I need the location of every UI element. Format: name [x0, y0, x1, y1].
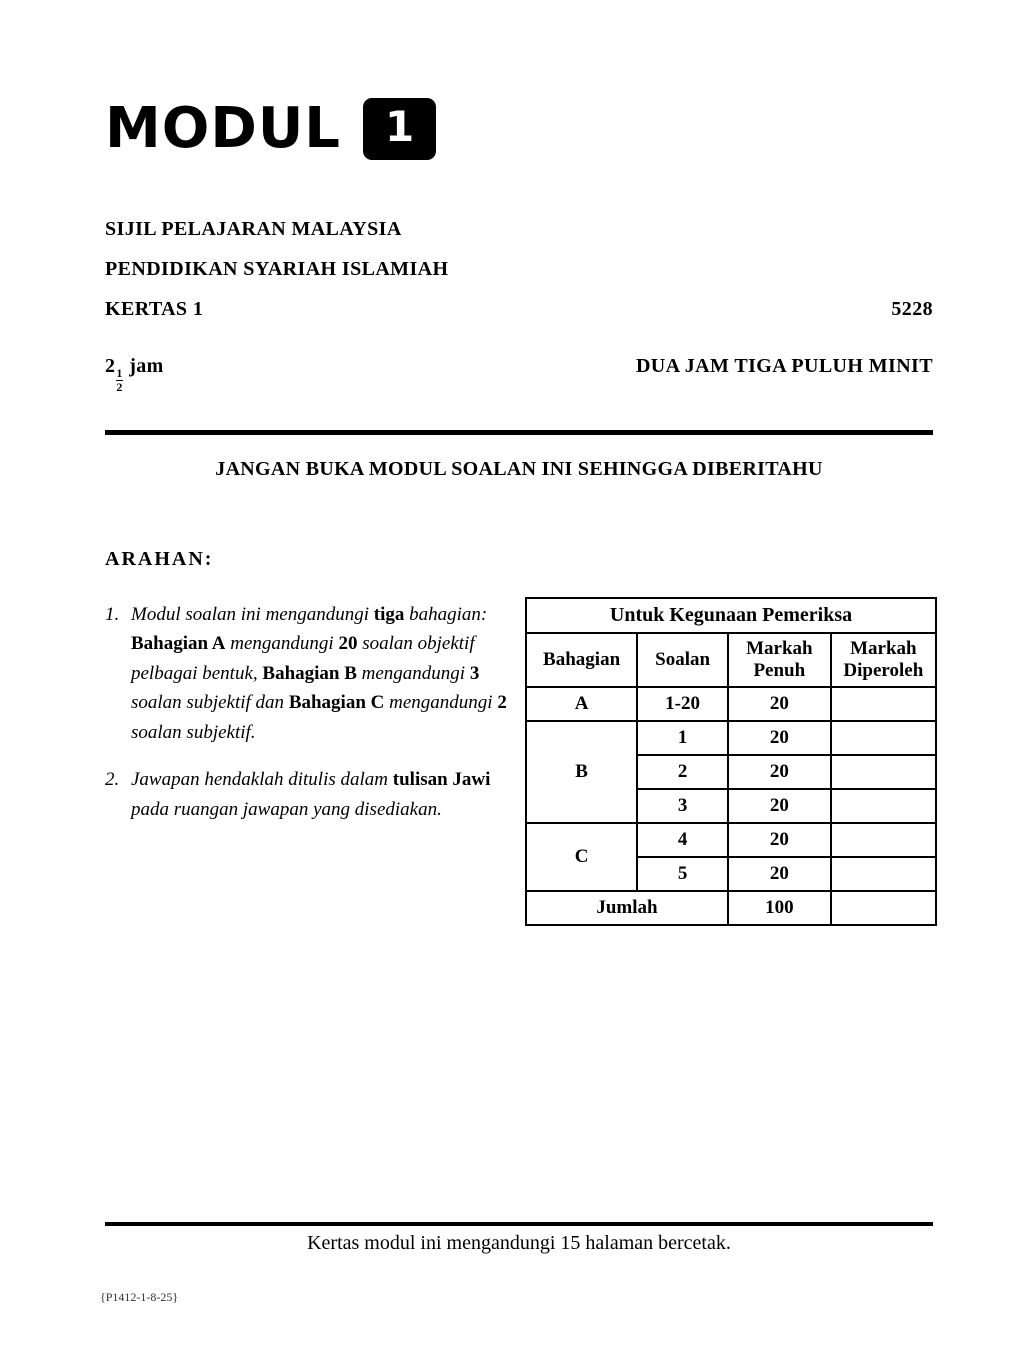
exam-paper-label: KERTAS 1: [105, 298, 204, 320]
module-number-badge: 1: [363, 98, 436, 160]
col-header-markah-diperoleh: [831, 633, 936, 687]
cell-penuh-b1: 20: [728, 721, 831, 755]
module-title-word: MODUL: [105, 96, 341, 161]
instruction-text-1: [131, 600, 525, 747]
col-header-markah-penuh-line2: Penuh: [753, 659, 806, 681]
duration-numerator: 1: [116, 366, 123, 381]
col-header-markah-diperoleh-line2: Diperoleh: [843, 659, 924, 681]
cell-penuh-c5: 20: [728, 857, 831, 891]
col-header-markah-penuh-line1: Markah: [746, 638, 813, 659]
instruction-part-bold: tiga: [373, 604, 405, 625]
col-header-markah-diperoleh-line1: Markah: [850, 638, 917, 659]
cell-bahagian-a: A: [526, 687, 637, 721]
exam-subject: PENDIDIKAN SYARIAH ISLAMIAH: [105, 258, 449, 280]
page-count-note: Kertas modul ini mengandungi 15 halaman bercetak.: [307, 1232, 731, 1254]
duration-denominator: 2: [116, 379, 123, 394]
list-item: [105, 765, 525, 824]
cell-soalan-a: 1-20: [637, 687, 728, 721]
instruction-part: Modul soalan ini mengandungi: [131, 604, 374, 625]
marks-table-title: Untuk Kegunaan Pemeriksa: [526, 598, 936, 633]
examiner-marks-table: [525, 597, 937, 926]
cell-penuh-b3: 20: [728, 789, 831, 823]
cell-soalan-b3: 3: [637, 789, 728, 823]
instruction-part: bahagian:: [404, 604, 488, 625]
instruction-part-bold: 2: [497, 692, 507, 714]
instructions-list: [105, 600, 525, 842]
cell-diperoleh-b3[interactable]: [831, 789, 936, 823]
table-row: [526, 891, 936, 925]
cell-total-label: Jumlah: [526, 891, 728, 925]
cell-penuh-a: 20: [728, 687, 831, 721]
exam-duration-line: [105, 355, 933, 394]
cell-soalan-b1: 1: [637, 721, 728, 755]
exam-subject-line: [105, 258, 933, 281]
cell-total-diperoleh[interactable]: [831, 891, 936, 925]
instruction-part: mengandungi: [384, 692, 498, 714]
instruction-number: 1.: [105, 604, 120, 625]
cell-bahagian-b: B: [526, 721, 637, 823]
instructions-heading: ARAHAN:: [105, 548, 214, 570]
table-row: [526, 721, 936, 755]
col-header-markah-penuh: [728, 633, 831, 687]
table-row: [526, 687, 936, 721]
instruction-part: soalan subjektif dan: [131, 692, 289, 714]
exam-paper-code: 5228: [891, 298, 933, 320]
table-row: [526, 598, 936, 633]
col-header-soalan: Soalan: [637, 633, 728, 687]
do-not-open-notice: JANGAN BUKA MODUL SOALAN INI SEHINGGA DIBERITAHU: [215, 458, 823, 480]
exam-meta: [105, 218, 933, 411]
cell-soalan-c4: 4: [637, 823, 728, 857]
instruction-text-2: [131, 765, 525, 824]
instruction-part: mengandungi: [225, 633, 339, 655]
duration-fraction: [116, 367, 122, 393]
exam-duration: [105, 355, 164, 394]
instruction-part: soalan subjektif.: [131, 721, 256, 743]
cell-penuh-c4: 20: [728, 823, 831, 857]
instruction-part-bold: tulisan Jawi: [392, 769, 491, 791]
instruction-part-bold: 20: [338, 633, 358, 655]
cell-soalan-b2: 2: [637, 755, 728, 789]
horizontal-rule-bottom: [105, 1222, 933, 1226]
cell-diperoleh-c4[interactable]: [831, 823, 936, 857]
instruction-part: pada ruangan jawapan yang disediakan.: [131, 798, 442, 820]
duration-whole: 2: [105, 355, 116, 377]
cell-total-penuh: 100: [728, 891, 831, 925]
table-row: [526, 633, 936, 687]
instruction-part-bold: Bahagian C: [288, 692, 385, 714]
table-row: [526, 823, 936, 857]
exam-paper-line: [105, 298, 933, 321]
cell-penuh-b2: 20: [728, 755, 831, 789]
col-header-bahagian: Bahagian: [526, 633, 637, 687]
document-code: {P1412-1-8-25}: [100, 1290, 179, 1304]
instruction-number: 2.: [105, 769, 120, 791]
duration-unit: jam: [129, 355, 164, 377]
exam-board-line: [105, 218, 933, 241]
instruction-part: Jawapan hendaklah ditulis dalam: [131, 769, 393, 791]
instruction-part: soalan objektif pelbagai bentuk,: [131, 633, 475, 684]
cell-diperoleh-b2[interactable]: [831, 755, 936, 789]
instruction-part: mengandungi: [356, 662, 470, 684]
module-title: [105, 98, 436, 160]
instruction-part-bold: Bahagian B: [262, 662, 357, 684]
horizontal-rule-top: [105, 430, 933, 435]
cell-diperoleh-c5[interactable]: [831, 857, 936, 891]
instruction-part-bold: Bahagian A: [131, 633, 226, 655]
cell-diperoleh-b1[interactable]: [831, 721, 936, 755]
cell-soalan-c5: 5: [637, 857, 728, 891]
exam-duration-words: DUA JAM TIGA PULUH MINIT: [635, 355, 933, 377]
exam-board: SIJIL PELAJARAN MALAYSIA: [105, 218, 402, 240]
list-item: [105, 600, 525, 747]
cell-bahagian-c: C: [526, 823, 637, 891]
cell-diperoleh-a[interactable]: [831, 687, 936, 721]
instruction-part-bold: 3: [469, 662, 480, 684]
